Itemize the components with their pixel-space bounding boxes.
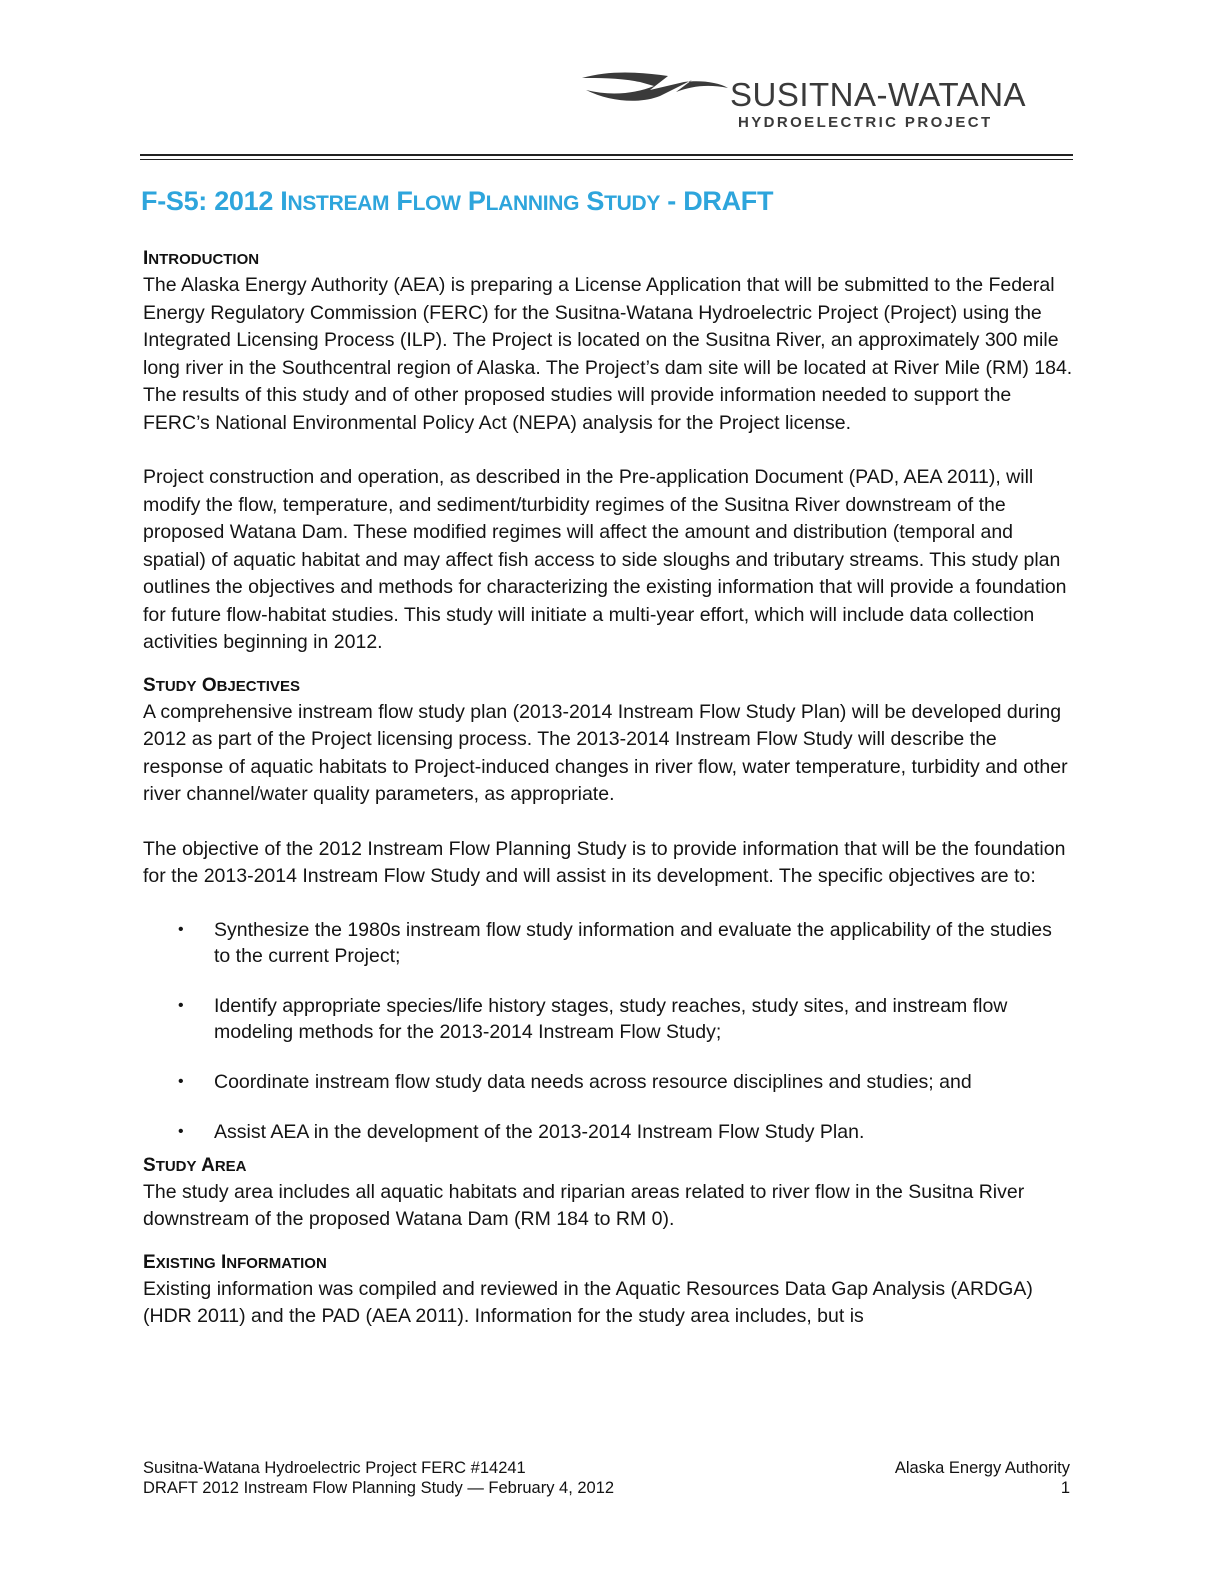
footer-document-line: DRAFT 2012 Instream Flow Planning Study — February 4, 2012 bbox=[143, 1479, 615, 1497]
heading-study-area bbox=[143, 1153, 1073, 1179]
list-item bbox=[143, 1119, 1073, 1145]
title-suffix: - DRAFT bbox=[660, 186, 774, 216]
title-word-cap: S bbox=[586, 186, 605, 216]
objectives-paragraph-1: A comprehensive instream flow study plan (2013-2014 Instream Flow Study Plan) will be developed during 2012 as part of the Project licensing process. The 2013-2014 Instream Flow Study will describe the response of aquatic habitats to Project-induced changes in river flow, water temperature, turbidity and other river channel/water quality parameters, as appropriate. bbox=[143, 700, 1068, 805]
heading-rest: BJECTIVES bbox=[216, 677, 300, 695]
list-item-text: Coordinate instream flow study data needs across resource disciplines and studies; and bbox=[214, 1070, 972, 1093]
footer-authority: Alaska Energy Authority bbox=[894, 1459, 1070, 1477]
footer-project-line: Susitna-Watana Hydroelectric Project FERC #14241 bbox=[143, 1459, 526, 1477]
bullet-icon: • bbox=[178, 996, 184, 1014]
heading-cap: S bbox=[143, 1154, 156, 1176]
heading-existing-information bbox=[143, 1250, 1073, 1276]
heading-rest: TUDY bbox=[155, 1157, 197, 1175]
list-item bbox=[143, 1069, 1073, 1095]
heading-study-objectives bbox=[143, 673, 1073, 699]
heading-cap: O bbox=[201, 674, 217, 696]
heading-rest: REA bbox=[214, 1157, 247, 1175]
logo-title: SUSITNA-WATANA bbox=[730, 76, 1027, 113]
bullet-icon: • bbox=[178, 920, 184, 938]
intro-paragraph-2: Project construction and operation, as described in the Pre-application Document (PAD, AEA 2011), will modify the flow, temperature, and sediment/turbidity regimes of the Susitna River downstream of the proposed Watana Dam. These modified regimes will affect the amount and distribution (temporal and spatial) of aquatic habitat and may affect fish access to side sloughs and tributary streams. This study plan outlines the objectives and methods for characterizing the existing information that will provide a foundation for future flow-habitat studies. This study will initiate a multi-year effort, which will include data collection activities beginning in 2012. bbox=[143, 466, 1067, 653]
project-logo bbox=[580, 68, 1080, 138]
heading-rest: XISTING bbox=[155, 1254, 216, 1272]
title-word-cap: F bbox=[396, 186, 413, 216]
list-item-text: Assist AEA in the development of the 2013-2014 Instream Flow Study Plan. bbox=[214, 1120, 865, 1143]
list-item bbox=[143, 993, 1073, 1045]
intro-paragraph-1: The Alaska Energy Authority (AEA) is preparing a License Application that will be submitted to the Federal Energy Regulatory Commission (FERC) for the Susitna-Watana Hydroelectric Project (Project) using the Integrated Licensing Process (ILP). The Project is located on the Susitna River, an approximately 300 mile long river in the Southcentral region of Alaska. The Project’s dam site will be located at River Mile (RM) 184. The results of this study and of other proposed studies will provide information needed to support the FERC’s National Environmental Policy Act (NEPA) analysis for the Project license. bbox=[143, 274, 1073, 434]
heading-cap: I bbox=[220, 1251, 227, 1273]
page-footer bbox=[143, 1458, 1070, 1498]
list-item-text: Synthesize the 1980s instream flow study information and evaluate the applicability of the studies to the current Project; bbox=[214, 918, 1052, 967]
study-area-paragraph: The study area includes all aquatic habitats and riparian areas related to river flow in the Susitna River downstream of the proposed Watana Dam (RM 184 to RM 0). bbox=[143, 1180, 1025, 1230]
header-rule-thin bbox=[140, 159, 1073, 160]
objectives-list bbox=[143, 917, 1073, 1145]
page-number: 1 bbox=[1060, 1479, 1070, 1497]
heading-cap: I bbox=[143, 248, 149, 269]
title-word-cap: P bbox=[467, 186, 486, 216]
title-word-cap: I bbox=[280, 186, 288, 216]
document-body bbox=[143, 246, 1073, 1331]
title-prefix: F-S5: 2012 bbox=[141, 186, 281, 216]
heading-rest: NFORMATION bbox=[226, 1254, 327, 1272]
list-item-text: Identify appropriate species/life history stages, study reaches, study sites, and instream flow modeling methods for the 2013-2014 Instream Flow Study; bbox=[214, 994, 1008, 1043]
heading-rest: TUDY bbox=[155, 677, 197, 695]
objectives-paragraph-2: The objective of the 2012 Instream Flow Planning Study is to provide information that will be the foundation for the 2013-2014 Instream Flow Study and will assist in its development. The specific objectives are to: bbox=[143, 837, 1066, 887]
heading-cap: E bbox=[143, 1251, 156, 1273]
title-word-rest: TUDY bbox=[604, 192, 661, 215]
bullet-icon: • bbox=[178, 1122, 184, 1140]
existing-info-paragraph: Existing information was compiled and reviewed in the Aquatic Resources Data Gap Analysis (ARDGA) (HDR 2011) and the PAD (AEA 2011). Information for the study area includes, but is bbox=[143, 1277, 1033, 1327]
heading-cap: S bbox=[143, 674, 156, 696]
logo-subtitle: HYDROELECTRIC PROJECT bbox=[738, 114, 993, 131]
list-item bbox=[143, 917, 1073, 969]
heading-rest: NTRODUCTION bbox=[148, 251, 260, 268]
title-word-rest: NSTREAM bbox=[287, 192, 390, 215]
heading-cap: A bbox=[201, 1154, 215, 1176]
bullet-icon: • bbox=[178, 1072, 184, 1090]
title-word-rest: LOW bbox=[412, 192, 461, 215]
heading-introduction bbox=[143, 246, 1073, 272]
document-title bbox=[141, 186, 773, 217]
title-word-rest: LANNING bbox=[485, 192, 580, 215]
header-rule-thick bbox=[140, 154, 1073, 156]
swoosh-logo-icon bbox=[580, 68, 730, 112]
